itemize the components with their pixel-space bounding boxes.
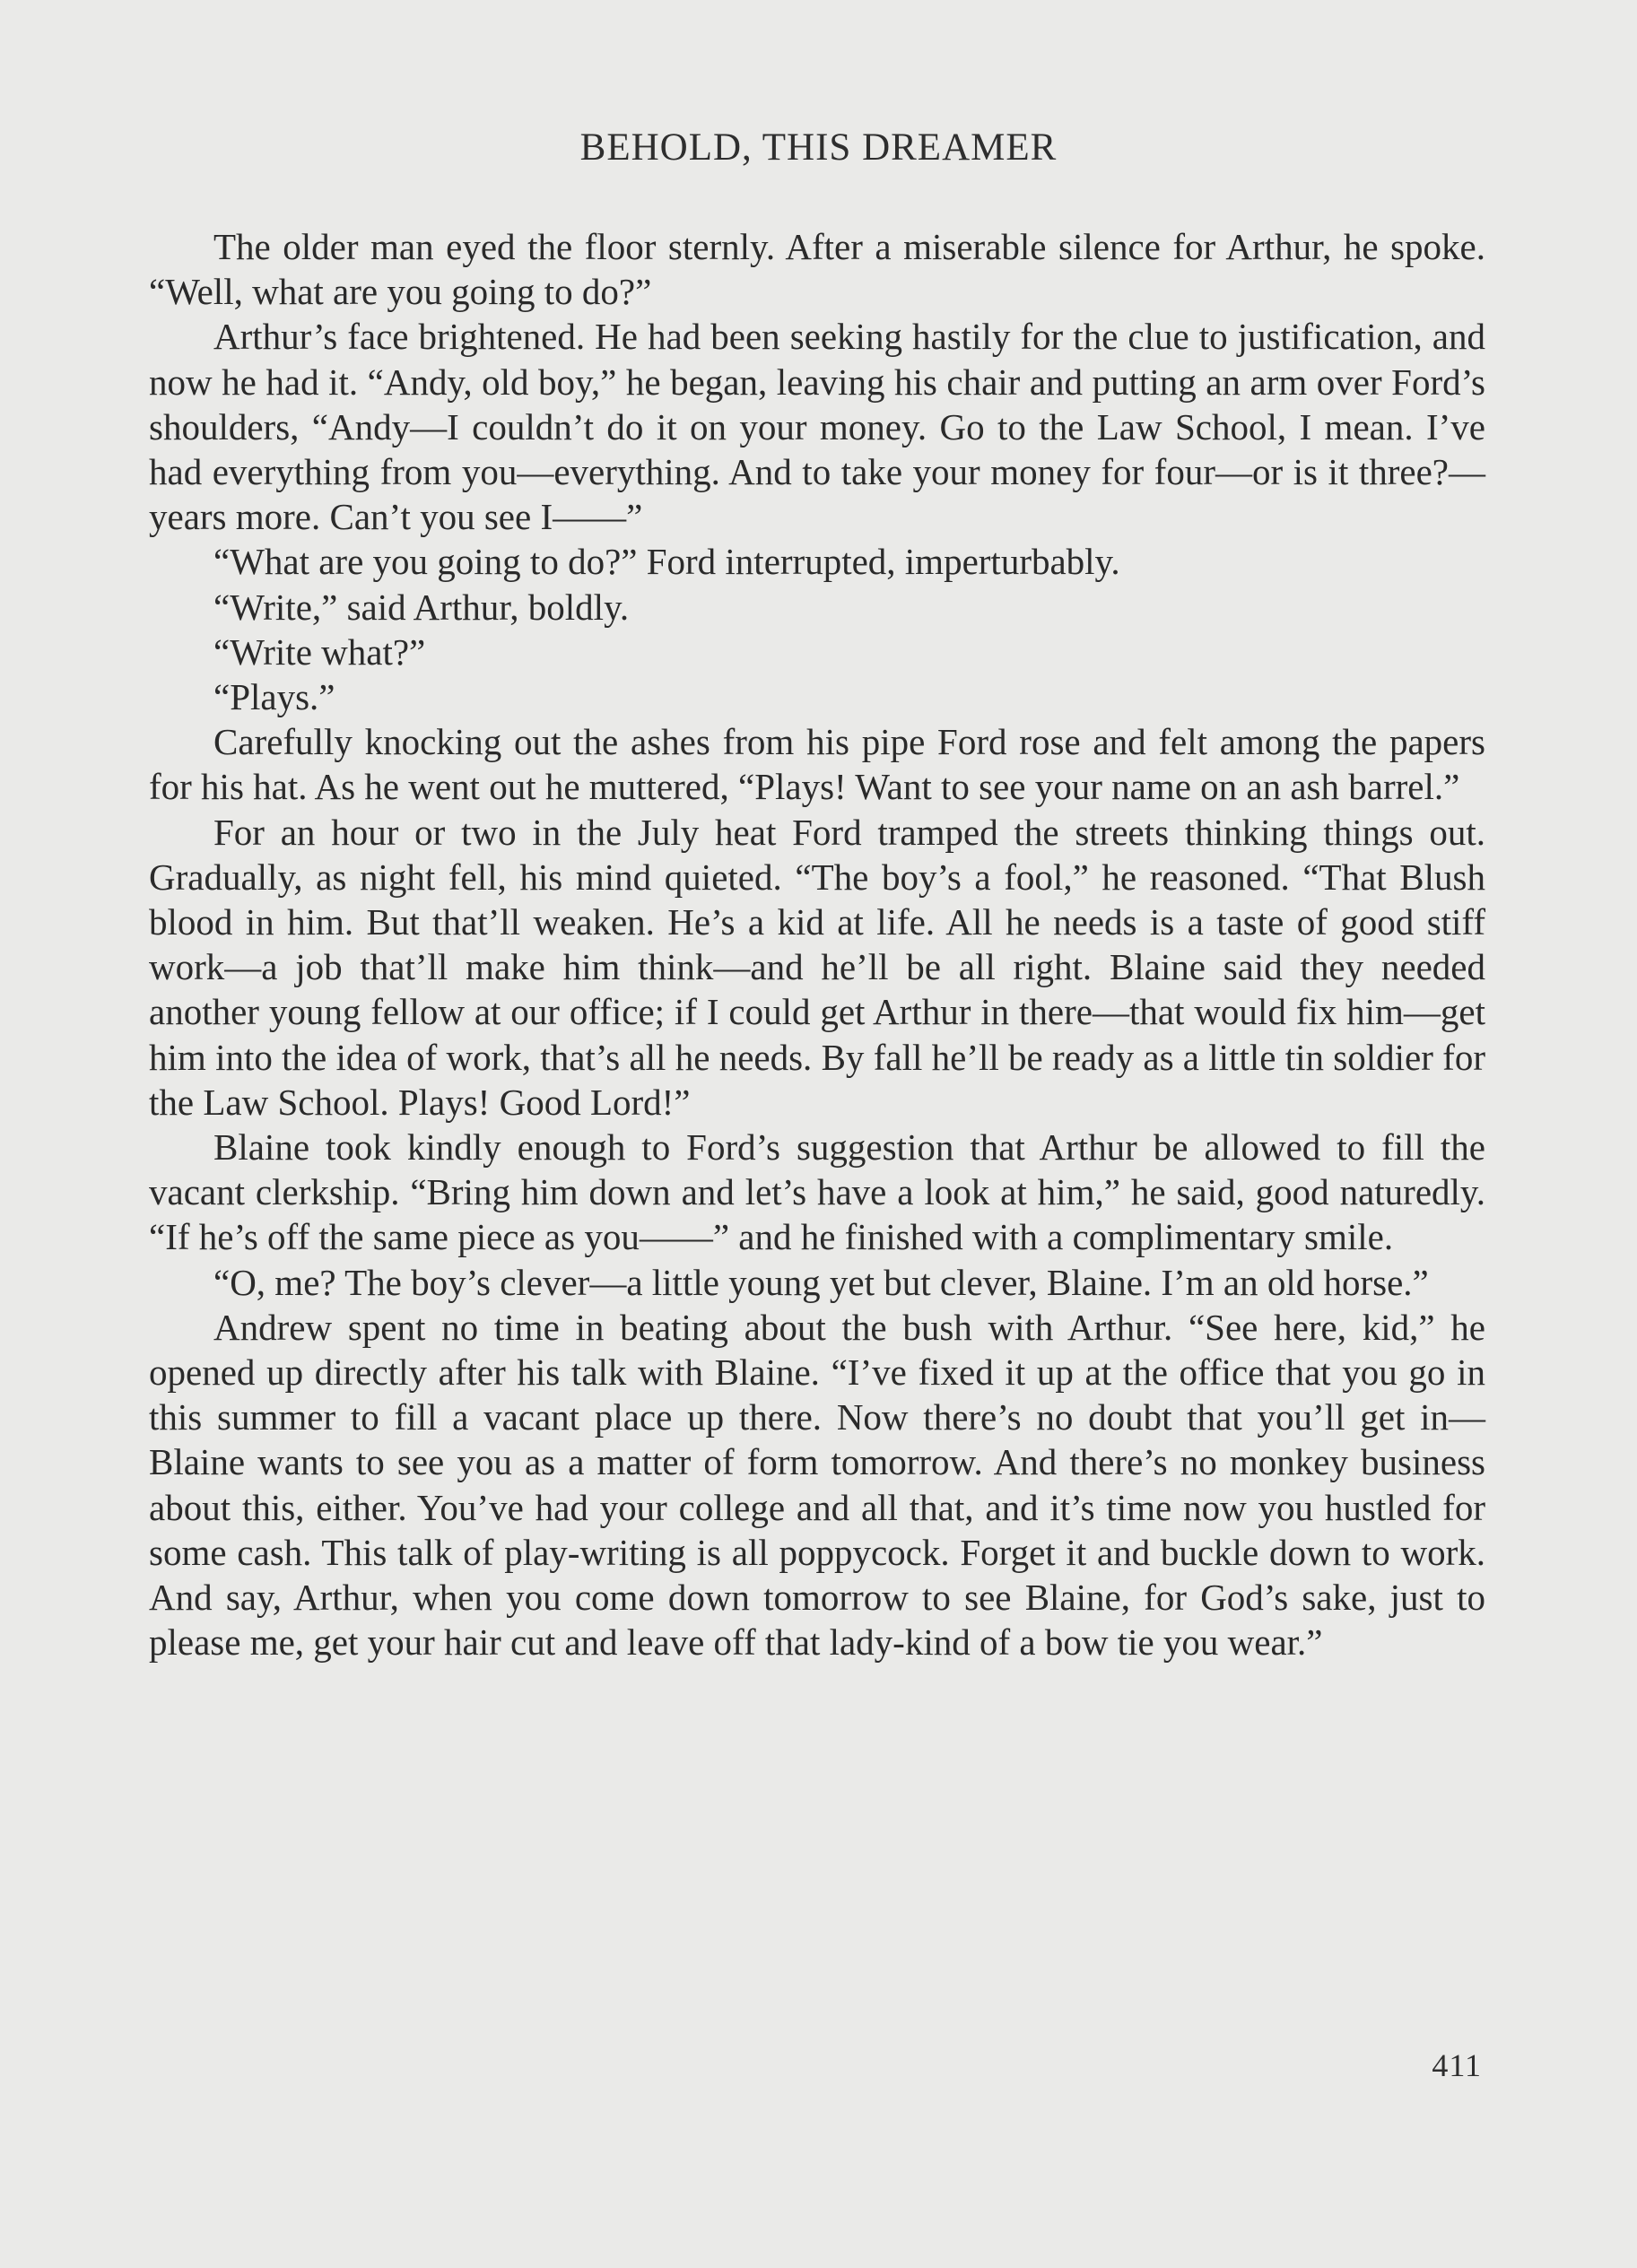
running-head: BEHOLD, THIS DREAMER bbox=[579, 126, 1058, 169]
paragraph: “Write,” said Arthur, boldly. bbox=[213, 586, 630, 628]
page-number: 411 bbox=[1432, 2047, 1482, 2083]
paragraph: Carefully knocking out the ashes from his pipe Ford rose and felt among the papers for his hat. As he went out he muttered, “Plays! Want to see your name on an ash barrel.” bbox=[149, 721, 1485, 808]
paragraph: For an hour or two in the July heat Ford tramped the streets thinking things out. Gradually, as night fell, his mind quieted. “The boy’s a fool,” he reasoned. “That Blush blood in him. But that’ll weaken. He’s a kid at life. All he needs is a taste of good stiff work—a job that’ll make him think—and he’ll be all right. Blaine said they needed another young fellow at our office; if I could get Arthur in there—that would fix him—get him into the idea of work, that’s all he needs. By fall he’ll be ready as a little tin soldier for the Law School. Plays! Good Lord!” bbox=[149, 811, 1485, 1123]
body-text bbox=[149, 224, 1485, 1665]
paragraph: Arthur’s face brightened. He had been seeking hastily for the clue to justification, and now he had it. “Andy, old boy,” he began, leaving his chair and putting an arm over Ford’s shoulders, “Andy—I couldn’t do it on your money. Go to the Law School, I mean. I’ve had everything from you—everything. And to take your money for four—or is it three?—years more. Can’t you see I——” bbox=[149, 316, 1485, 538]
paragraph: “O, me? The boy’s clever—a little young yet but clever, Blaine. I’m an old horse.” bbox=[213, 1261, 1429, 1303]
paragraph: “What are you going to do?” Ford interrupted, imperturbably. bbox=[213, 541, 1120, 583]
paragraph: Andrew spent no time in beating about the bush with Arthur. “See here, kid,” he opened up directly after his talk with Blaine. “I’ve fixed it up at the office that you go in this summer to fill a vacant place up there. Now there’s no doubt that you’ll get in—Blaine wants to see you as a matter of form tomorrow. And there’s no monkey business about this, either. You’ve had your college and all that, and it’s time now you hustled for some cash. This talk of play-writing is all poppycock. Forget it and buckle down to work. And say, Arthur, when you come down tomorrow to see Blaine, for God’s sake, just to please me, get your hair cut and leave off that lady-kind of a bow tie you wear.” bbox=[149, 1306, 1485, 1664]
paragraph: The older man eyed the floor sternly. After a miserable silence for Arthur, he spoke. “Well, what are you going to do?” bbox=[149, 226, 1485, 313]
paragraph: “Plays.” bbox=[213, 676, 335, 718]
paragraph: “Write what?” bbox=[213, 630, 426, 673]
paragraph: Blaine took kindly enough to Ford’s suggestion that Arthur be allowed to fill the vacant clerkship. “Bring him down and let’s have a look at him,” he said, good naturedly. “If he’s off the same piece as you——” and he finished with a complimentary smile. bbox=[149, 1126, 1485, 1258]
